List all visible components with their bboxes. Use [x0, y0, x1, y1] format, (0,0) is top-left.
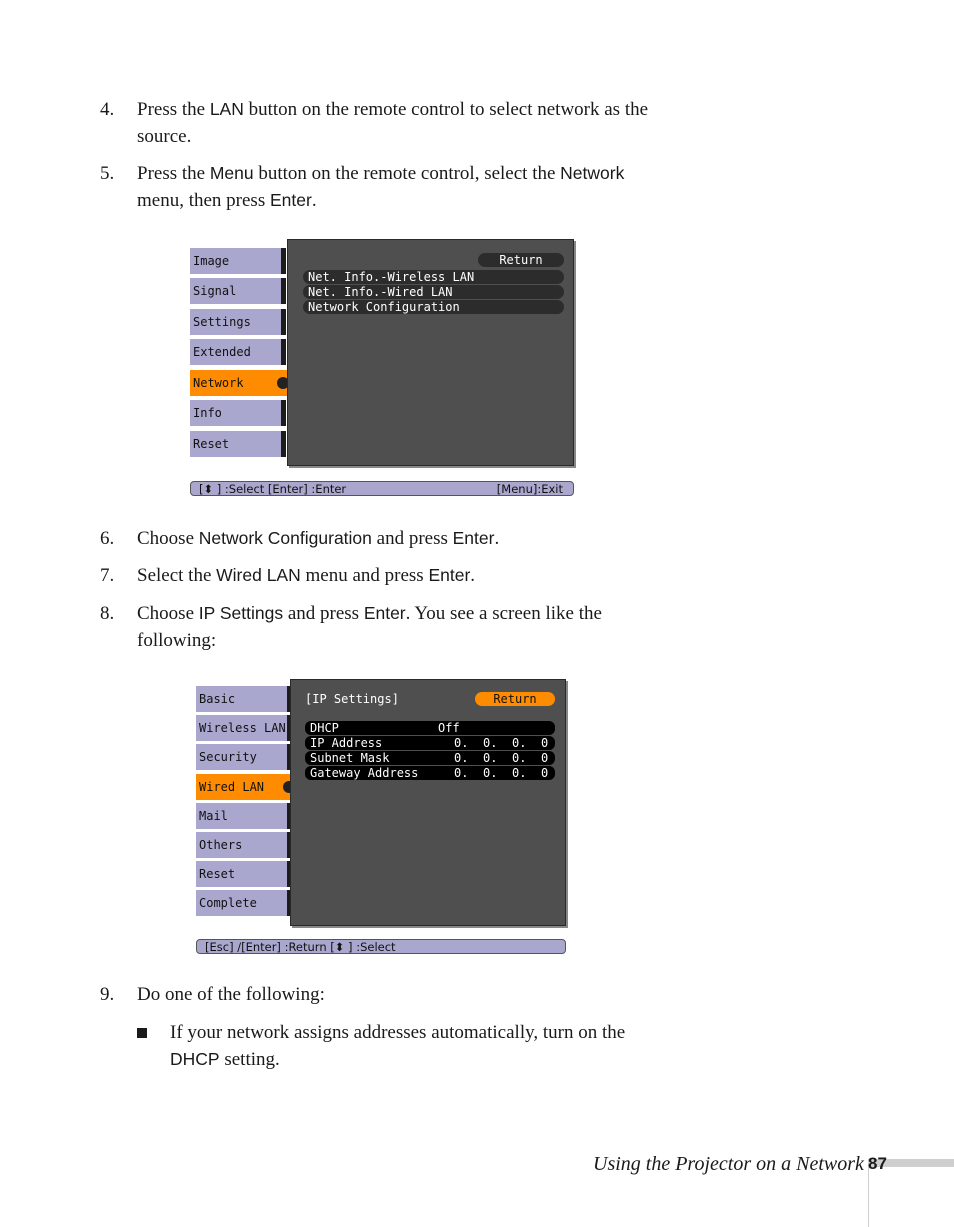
tab-basic[interactable]: Basic — [196, 686, 292, 712]
step-8 — [100, 600, 670, 654]
tab-security[interactable]: Security — [196, 744, 292, 770]
step-text: Select the — [137, 565, 217, 586]
step-5 — [100, 160, 670, 214]
panel-header: [IP Settings] — [305, 692, 399, 706]
tab-wired-lan[interactable] — [196, 774, 299, 800]
step-text: menu, then press — [137, 190, 270, 211]
tab-info[interactable]: Info — [190, 400, 286, 426]
octet: 0 — [541, 736, 549, 750]
ui-term: Menu — [209, 163, 254, 183]
octet: 0 — [541, 751, 549, 765]
row-label: IP Address — [310, 736, 383, 750]
octet: 0 — [541, 766, 549, 780]
ui-term: IP Settings — [198, 603, 284, 623]
octet: 0. — [483, 736, 498, 750]
tab-image[interactable]: Image — [190, 248, 286, 274]
row-dhcp[interactable] — [305, 721, 555, 735]
row-subnet-mask[interactable] — [305, 751, 555, 765]
row-ip-address[interactable] — [305, 736, 555, 750]
row-label: Gateway Address — [310, 766, 419, 780]
ip-settings-screen — [196, 679, 566, 957]
tab-network[interactable] — [190, 370, 293, 396]
tab-label: Wired LAN — [199, 780, 265, 794]
octet: 0. — [454, 751, 469, 765]
octet: 0. — [483, 766, 498, 780]
ip-settings-panel — [290, 679, 566, 926]
return-button[interactable]: Return — [478, 253, 564, 267]
octet: 0. — [512, 736, 527, 750]
page-number: 87 — [868, 1154, 887, 1173]
network-menu-screen — [190, 238, 574, 500]
step-9 — [100, 981, 670, 1008]
bullet-text: If your network assigns addresses automatically, turn on the — [170, 1022, 626, 1043]
step-text: Press the — [137, 99, 210, 120]
ui-term: Enter — [269, 190, 312, 210]
ui-term: DHCP — [170, 1049, 220, 1069]
tab-complete[interactable]: Complete — [196, 890, 292, 916]
tab-label: Network — [193, 376, 244, 390]
help-bar: [Esc] /[Enter] :Return [⬍ ] :Select — [196, 939, 566, 954]
running-footer: Using the Projector on a Network — [593, 1153, 864, 1175]
menu-item-network-config[interactable]: Network Configuration — [303, 300, 564, 314]
ui-term: Enter — [452, 528, 495, 548]
row-label: Subnet Mask — [310, 751, 390, 765]
step-text: Choose — [137, 603, 199, 624]
tab-signal[interactable]: Signal — [190, 278, 286, 304]
step-text: button on the remote control, select the — [253, 163, 561, 184]
ui-term: Network — [560, 163, 625, 183]
tab-extended[interactable]: Extended — [190, 339, 286, 365]
ui-term: Enter — [428, 565, 471, 585]
step-text: button on the remote control to select network as the source. — [137, 99, 649, 147]
step-text: menu and press — [300, 565, 429, 586]
help-bar — [190, 481, 574, 496]
ui-term: Wired LAN — [216, 565, 301, 585]
step-number: 4. — [100, 99, 115, 120]
step-text: Press the — [137, 163, 210, 184]
step-text: Do one of the following: — [137, 984, 325, 1005]
dhcp-value: Off — [438, 721, 460, 735]
menu-panel — [287, 239, 574, 466]
tab-settings[interactable]: Settings — [190, 309, 286, 335]
octet: 0. — [512, 751, 527, 765]
help-text: [⬍ ] :Select [Enter] :Enter — [199, 482, 347, 496]
octet: 0. — [483, 751, 498, 765]
step-text: and press — [371, 528, 453, 549]
step-7 — [100, 562, 670, 589]
tab-reset[interactable]: Reset — [196, 861, 292, 887]
ui-term: LAN — [209, 99, 244, 119]
octet: 0. — [454, 766, 469, 780]
step-text: . You see a screen like the following: — [137, 603, 602, 651]
ui-term: Network Configuration — [198, 528, 372, 548]
menu-item-wireless-info[interactable]: Net. Info.-Wireless LAN — [303, 270, 564, 284]
step-4 — [100, 96, 670, 150]
step-6 — [100, 525, 670, 552]
tab-others[interactable]: Others — [196, 832, 292, 858]
step-number: 6. — [100, 528, 115, 549]
step-number: 8. — [100, 603, 115, 624]
help-text: [Menu]:Exit — [496, 482, 563, 496]
return-button[interactable]: Return — [475, 692, 555, 706]
step-text: Choose — [137, 528, 199, 549]
bullet-item — [137, 1019, 677, 1073]
row-label: DHCP — [310, 721, 339, 735]
tab-mail[interactable]: Mail — [196, 803, 292, 829]
ui-term: Enter — [363, 603, 406, 623]
octet: 0. — [454, 736, 469, 750]
step-number: 5. — [100, 163, 115, 184]
tab-wireless-lan[interactable]: Wireless LAN — [196, 715, 292, 741]
tab-reset[interactable]: Reset — [190, 431, 286, 457]
step-number: 7. — [100, 565, 115, 586]
step-text: . — [311, 190, 317, 211]
step-text: and press — [283, 603, 364, 624]
menu-item-wired-info[interactable]: Net. Info.-Wired LAN — [303, 285, 564, 299]
bullet-square-icon — [137, 1028, 147, 1038]
octet: 0. — [512, 766, 527, 780]
step-text: . — [470, 565, 476, 586]
step-text: . — [494, 528, 500, 549]
row-gateway-address[interactable] — [305, 766, 555, 780]
step-number: 9. — [100, 984, 115, 1005]
bullet-text: setting. — [219, 1049, 280, 1070]
